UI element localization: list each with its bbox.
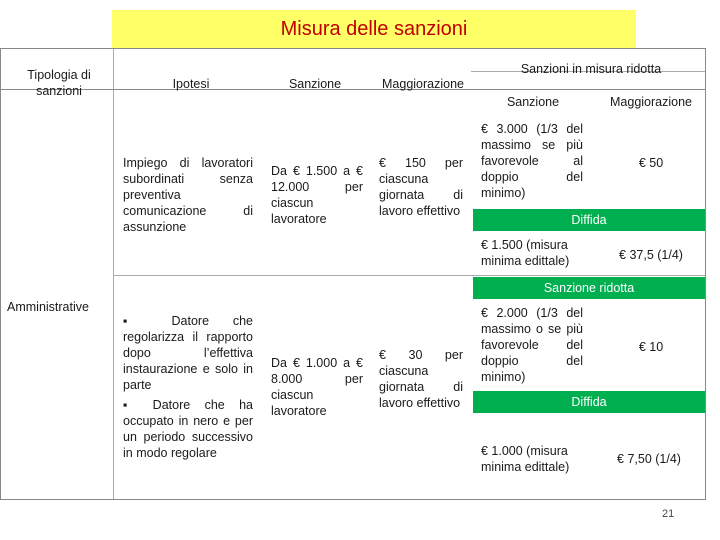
header-misura-ridotta: Sanzioni in misura ridotta [520,62,662,76]
slide-title: Misura delle sanzioni [112,10,636,48]
row2-diffida-banner [473,391,705,413]
sanctions-table [0,48,706,500]
row1-ridotta-maggiorazione: € 50 [638,156,664,170]
header-ipotesi: Ipotesi [172,77,210,91]
sanzione-ridotta-banner [473,277,705,299]
row2-sanzione: Da € 1.000 a € 8.000 per ciascun lavoratore [271,356,363,418]
header-tipologia: Tipologia di sanzioni [27,68,91,98]
row1-diffida-label: Diffida [571,213,607,227]
row1-diffida-banner [473,209,705,231]
row2-ridotta-sanzione: € 2.000 (1/3 del massimo o se più favorevole del doppio del minimo) [481,306,583,384]
row1-sanzione: Da € 1.500 a € 12.000 per ciascun lavoratore [271,164,363,226]
subheader-sanzione: Sanzione [506,95,560,109]
column-divider [113,49,114,499]
header-sanzione: Sanzione [288,77,342,91]
tipologia-value: Amministrative [7,300,89,314]
row1-maggiorazione: € 150 per ciascuna giornata di lavoro effettivo [379,156,463,218]
page-number: 21 [662,508,675,520]
row2-ridotta-maggiorazione: € 10 [638,340,664,354]
row2-maggiorazione: € 30 per ciascuna giornata di lavoro effettivo [379,348,463,410]
header-maggiorazione: Maggiorazione [382,77,464,91]
row1-diffida-sanzione: € 1.500 (misura minima edittale) [481,238,570,268]
row1-ipotesi: Impiego di lavoratori subordinati senza preventiva comunicazione di assunzione [123,156,253,234]
row2-ipotesi-2: ▪ Datore che ha occupato in nero e per un periodo successivo in modo regolare [123,398,253,460]
row1-diffida-maggiorazione: € 37,5 (1/4) [619,248,683,262]
row2-diffida-sanzione: € 1.000 (misura minima edittale) [481,444,570,474]
row-divider [113,275,705,276]
row1-ridotta-sanzione: € 3.000 (1/3 del massimo se più favorevole al doppio del minimo) [481,122,583,200]
subheader-maggiorazione: Maggiorazione [610,95,692,109]
row2-diffida-maggiorazione: € 7,50 (1/4) [617,452,681,466]
sanzione-ridotta-label: Sanzione ridotta [543,281,635,295]
row2-ipotesi-1: ▪ Datore che regolarizza il rapporto dopo l’effettiva instaurazione e solo in parte [123,314,253,392]
row2-diffida-label: Diffida [571,395,607,409]
